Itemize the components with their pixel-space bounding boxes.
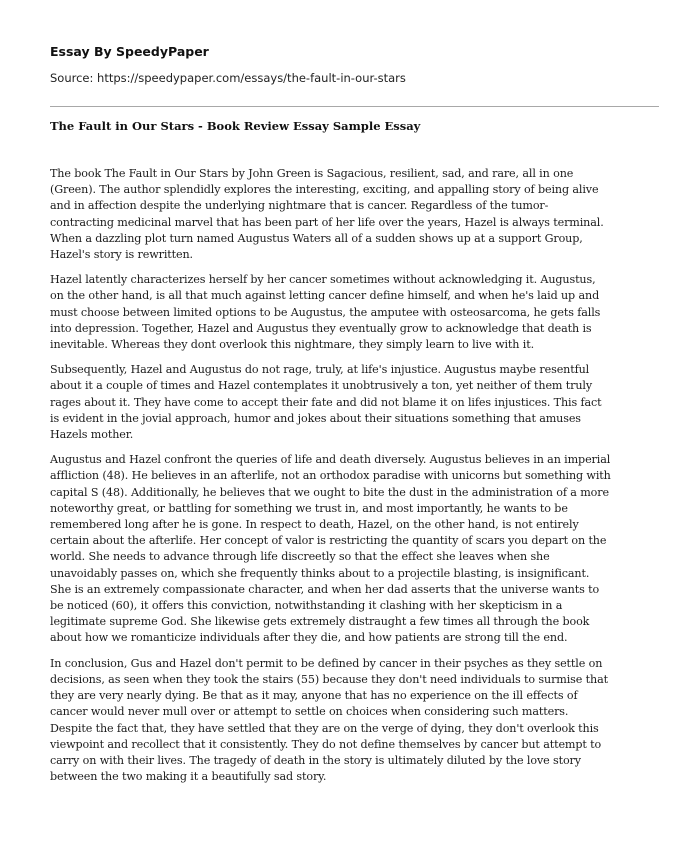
paragraph-2: [50, 272, 659, 353]
paragraph-line: on the other hand, is all that much against letting cancer define himself, and when he's laid up and: [50, 289, 600, 303]
paragraph-line: decisions, as seen when they took the stairs (55) because they don't need individuals to surmise that: [50, 672, 608, 686]
paragraph-line: viewpoint and recollect that it consistently. They do not define themselves by cancer but attempt to: [50, 737, 602, 751]
paragraph-line: Despite the fact that, they have settled that they are on the verge of dying, they don't overlook this: [50, 721, 599, 735]
paragraph-line: Subsequently, Hazel and Augustus do not rage, truly, at life's injustice. Augustus maybe resentful: [50, 363, 590, 377]
paragraph-line: capital S (48). Additionally, he believes that we ought to bite the dust in the administration of a more: [50, 485, 609, 499]
paragraph-line: affliction (48). He believes in an afterlife, not an orthodox paradise with unicorns but something with: [50, 469, 611, 483]
paragraph-line: unavoidably passes on, which she frequently thinks about to a projectile blasting, is insignificant.: [50, 566, 590, 580]
essay-source-heading: Essay By SpeedyPaper: [50, 44, 209, 59]
paragraph-line: remembered long after he is gone. In respect to death, Hazel, on the other hand, is not entirely: [50, 518, 579, 532]
paragraph-4: [50, 452, 659, 646]
paragraph-line: they are very nearly dying. Be that as it may, anyone that has no experience on the ill effects of: [50, 689, 578, 703]
paragraph-line: Hazel's story is rewritten.: [50, 248, 193, 262]
paragraph-line: certain about the afterlife. Her concept of valor is restricting the quantity of scars you depart on the: [50, 534, 607, 548]
paragraph-line: Augustus and Hazel confront the queries of life and death diversely. Augustus believes in an imperial: [50, 453, 611, 467]
document-body: [50, 166, 659, 794]
header-divider: [50, 106, 659, 107]
paragraph-line: cancer would never mull over or attempt to settle on choices when considering such matters.: [50, 705, 569, 719]
paragraph-line: about it a couple of times and Hazel contemplates it unobtrusively a ton, yet neither of them truly: [50, 379, 593, 393]
paragraph-line: She is an extremely compassionate character, and when her dad asserts that the universe wants to: [50, 582, 600, 596]
paragraph-line: rages about it. They have come to accept their fate and did not blame it on lifes injustices. This fact: [50, 395, 602, 409]
source-url-line: Source: https://speedypaper.com/essays/the-fault-in-our-stars: [50, 71, 406, 85]
paragraph-line: and in affection despite the underlying nightmare that is cancer. Regardless of the tumor-: [50, 199, 549, 213]
paragraph-line: must choose between limited options to be Augustus, the amputee with osteosarcoma, he gets falls: [50, 305, 601, 319]
paragraph-line: Hazels mother.: [50, 428, 134, 442]
paragraph-line: world. She needs to advance through life discreetly so that the effect she leaves when she: [50, 550, 550, 564]
paragraph-line: Hazel latently characterizes herself by her cancer sometimes without acknowledging it. Augustus,: [50, 273, 596, 287]
paragraph-line: between the two making it a beautifully sad story.: [50, 770, 327, 784]
paragraph-3: [50, 362, 659, 443]
paragraph-line: noteworthy great, or battling for something we trust in, and most importantly, he wants to be: [50, 501, 568, 515]
paragraph-line: inevitable. Whereas they dont overlook this nightmare, they simply learn to live with it.: [50, 338, 534, 352]
paragraph-5: [50, 656, 659, 786]
paragraph-line: The book The Fault in Our Stars by John Green is Sagacious, resilient, sad, and rare, all in one: [50, 167, 574, 180]
document-title: The Fault in Our Stars - Book Review Essay Sample Essay: [50, 119, 421, 133]
paragraph-line: into depression. Together, Hazel and Augustus they eventually grow to acknowledge that death is: [50, 321, 592, 335]
paragraph-line: (Green). The author splendidly explores the interesting, exciting, and appalling story of being alive: [50, 183, 599, 197]
paragraph-line: be noticed (60), it offers this conviction, notwithstanding it clashing with her skepticism in a: [50, 599, 563, 613]
paragraph-line: When a dazzling plot turn named Augustus Waters all of a sudden shows up at a support Group,: [50, 231, 583, 245]
paragraph-line: In conclusion, Gus and Hazel don't permit to be defined by cancer in their psyches as they settle on: [50, 656, 603, 670]
paragraph-line: legitimate supreme God. She likewise gets extremely distraught a few times all through the book: [50, 615, 590, 629]
paragraph-line: about how we romanticize individuals after they die, and how patients are strong till the end.: [50, 631, 568, 645]
paragraph-line: is evident in the jovial approach, humor and jokes about their situations something that amuses: [50, 411, 581, 425]
paragraph-line: carry on with their lives. The tragedy of death in the story is ultimately diluted by the love story: [50, 753, 581, 767]
paragraph-line: contracting medicinal marvel that has been part of her life over the years, Hazel is always terminal.: [50, 215, 604, 229]
paragraph-1: [50, 166, 659, 263]
